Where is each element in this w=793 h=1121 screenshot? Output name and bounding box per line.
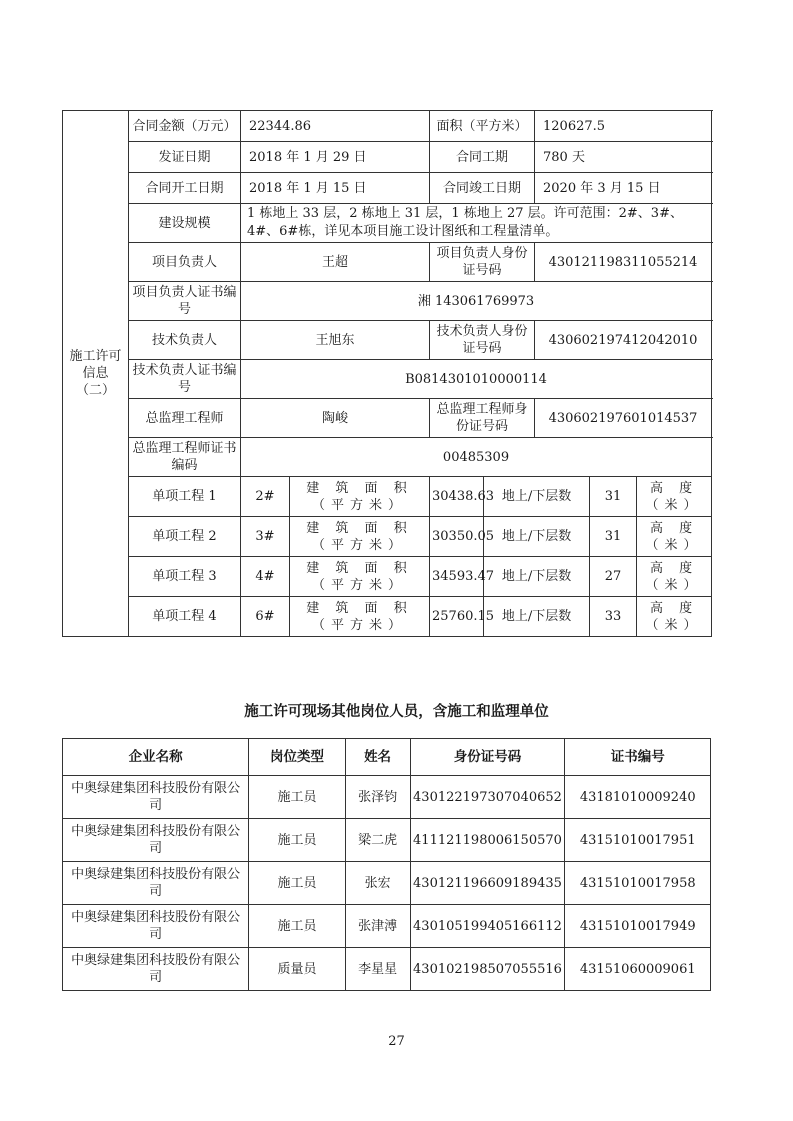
- section-side-label: 施工许可 信息 （二）: [63, 111, 129, 637]
- tech-name: 王旭东: [241, 321, 430, 360]
- unit-building: 2#: [241, 477, 290, 517]
- staff-name: 梁二虎: [345, 819, 410, 862]
- unit-floors-label: 地上/下层数: [484, 597, 590, 637]
- issue-date-label: 发证日期: [129, 142, 241, 173]
- unit-area-label: 建 筑 面 积（平方米）: [290, 557, 430, 597]
- pm-id-label: 项目负责人身份证号码: [430, 243, 535, 282]
- unit-floors-label: 地上/下层数: [484, 517, 590, 557]
- tech-cert-value: B0814301010000114: [241, 360, 712, 399]
- unit-area: 34593.47: [430, 557, 484, 597]
- pm-label: 项目负责人: [129, 243, 241, 282]
- staff-role: 施工员: [249, 862, 345, 905]
- supervisor-id-label: 总监理工程师身份证号码: [430, 399, 535, 438]
- unit-name: 单项工程 1: [129, 477, 241, 517]
- unit-height-label: 高 度（米）: [637, 517, 712, 557]
- unit-area-label: 建 筑 面 积（平方米）: [290, 477, 430, 517]
- unit-name: 单项工程 4: [129, 597, 241, 637]
- staff-id: 430102198507055516: [410, 948, 565, 991]
- unit-name: 单项工程 3: [129, 557, 241, 597]
- staff-company: 中奥绿建集团科技股份有限公司: [63, 862, 249, 905]
- staff-header-row: [63, 739, 711, 776]
- unit-height-label: 高 度（米）: [637, 557, 712, 597]
- contract-period-label: 合同工期: [430, 142, 535, 173]
- unit-floors: 31: [590, 517, 637, 557]
- staff-cert: 43151010017951: [565, 819, 711, 862]
- unit-floors-label: 地上/下层数: [484, 477, 590, 517]
- staff-table: [62, 738, 711, 991]
- staff-id: 430122197307040652: [410, 776, 565, 819]
- unit-row: [63, 517, 712, 557]
- unit-row: [63, 477, 712, 517]
- staff-name: 张泽钧: [345, 776, 410, 819]
- staff-id: 430121196609189435: [410, 862, 565, 905]
- staff-role: 施工员: [249, 819, 345, 862]
- staff-company: 中奥绿建集团科技股份有限公司: [63, 776, 249, 819]
- header-id: 身份证号码: [410, 739, 565, 776]
- staff-id: 430105199405166112: [410, 905, 565, 948]
- pm-name: 王超: [241, 243, 430, 282]
- contract-period-value: 780 天: [535, 142, 712, 173]
- tech-label: 技术负责人: [129, 321, 241, 360]
- tech-id-value: 430602197412042010: [535, 321, 712, 360]
- unit-row: [63, 557, 712, 597]
- unit-name: 单项工程 2: [129, 517, 241, 557]
- area-label: 面积（平方米）: [430, 111, 535, 142]
- staff-company: 中奥绿建集团科技股份有限公司: [63, 948, 249, 991]
- staff-role: 施工员: [249, 776, 345, 819]
- header-cert: 证书编号: [565, 739, 711, 776]
- staff-name: 李星星: [345, 948, 410, 991]
- unit-floors: 27: [590, 557, 637, 597]
- staff-company: 中奥绿建集团科技股份有限公司: [63, 905, 249, 948]
- table-row: [63, 819, 711, 862]
- unit-area: 25760.15: [430, 597, 484, 637]
- table-row: [63, 948, 711, 991]
- staff-cert: 43151010017958: [565, 862, 711, 905]
- supervisor-cert-label: 总监理工程师证书编码: [129, 438, 241, 477]
- page-number: 27: [388, 1034, 405, 1049]
- permit-info-table: [62, 110, 712, 637]
- unit-height-label: 高 度（米）: [637, 477, 712, 517]
- start-date-label: 合同开工日期: [129, 173, 241, 204]
- unit-area: 30438.63: [430, 477, 484, 517]
- staff-role: 施工员: [249, 905, 345, 948]
- staff-name: 张宏: [345, 862, 410, 905]
- unit-floors-label: 地上/下层数: [484, 557, 590, 597]
- staff-cert: 43181010009240: [565, 776, 711, 819]
- completion-date-value: 2020 年 3 月 15 日: [535, 173, 712, 204]
- supervisor-id-value: 430602197601014537: [535, 399, 712, 438]
- area-value: 120627.5: [535, 111, 712, 142]
- unit-floors: 33: [590, 597, 637, 637]
- unit-row: [63, 597, 712, 637]
- header-name: 姓名: [345, 739, 410, 776]
- supervisor-name: 陶峻: [241, 399, 430, 438]
- staff-company: 中奥绿建集团科技股份有限公司: [63, 819, 249, 862]
- unit-area-label: 建 筑 面 积（平方米）: [290, 597, 430, 637]
- unit-area: 30350.05: [430, 517, 484, 557]
- table-row: [63, 905, 711, 948]
- staff-role: 质量员: [249, 948, 345, 991]
- pm-id-value: 430121198311055214: [535, 243, 712, 282]
- header-role: 岗位类型: [249, 739, 345, 776]
- contract-amount-value: 22344.86: [241, 111, 430, 142]
- pm-cert-value: 湘 143061769973: [241, 282, 712, 321]
- unit-building: 3#: [241, 517, 290, 557]
- table-row: [63, 862, 711, 905]
- scale-value: 1 栋地上 33 层，2 栋地上 31 层，1 栋地上 27 层。许可范围：2#、3#、4#、6#栋，详见本项目施工设计图纸和工程量清单。: [241, 204, 712, 243]
- tech-cert-label: 技术负责人证书编号: [129, 360, 241, 399]
- tech-id-label: 技术负责人身份证号码: [430, 321, 535, 360]
- unit-floors: 31: [590, 477, 637, 517]
- scale-label: 建设规模: [129, 204, 241, 243]
- supervisor-label: 总监理工程师: [129, 399, 241, 438]
- header-company: 企业名称: [63, 739, 249, 776]
- staff-id: 411121198006150570: [410, 819, 565, 862]
- staff-cert: 43151060009061: [565, 948, 711, 991]
- unit-building: 4#: [241, 557, 290, 597]
- unit-area-label: 建 筑 面 积（平方米）: [290, 517, 430, 557]
- unit-building: 6#: [241, 597, 290, 637]
- supervisor-cert-value: 00485309: [241, 438, 712, 477]
- pm-cert-label: 项目负责人证书编号: [129, 282, 241, 321]
- issue-date-value: 2018 年 1 月 29 日: [241, 142, 430, 173]
- start-date-value: 2018 年 1 月 15 日: [241, 173, 430, 204]
- staff-cert: 43151010017949: [565, 905, 711, 948]
- contract-amount-label: 合同金额（万元）: [129, 111, 241, 142]
- unit-height-label: 高 度（米）: [637, 597, 712, 637]
- completion-date-label: 合同竣工日期: [430, 173, 535, 204]
- staff-name: 张津溥: [345, 905, 410, 948]
- table-row: [63, 776, 711, 819]
- section-title: 施工许可现场其他岗位人员，含施工和监理单位: [244, 704, 549, 720]
